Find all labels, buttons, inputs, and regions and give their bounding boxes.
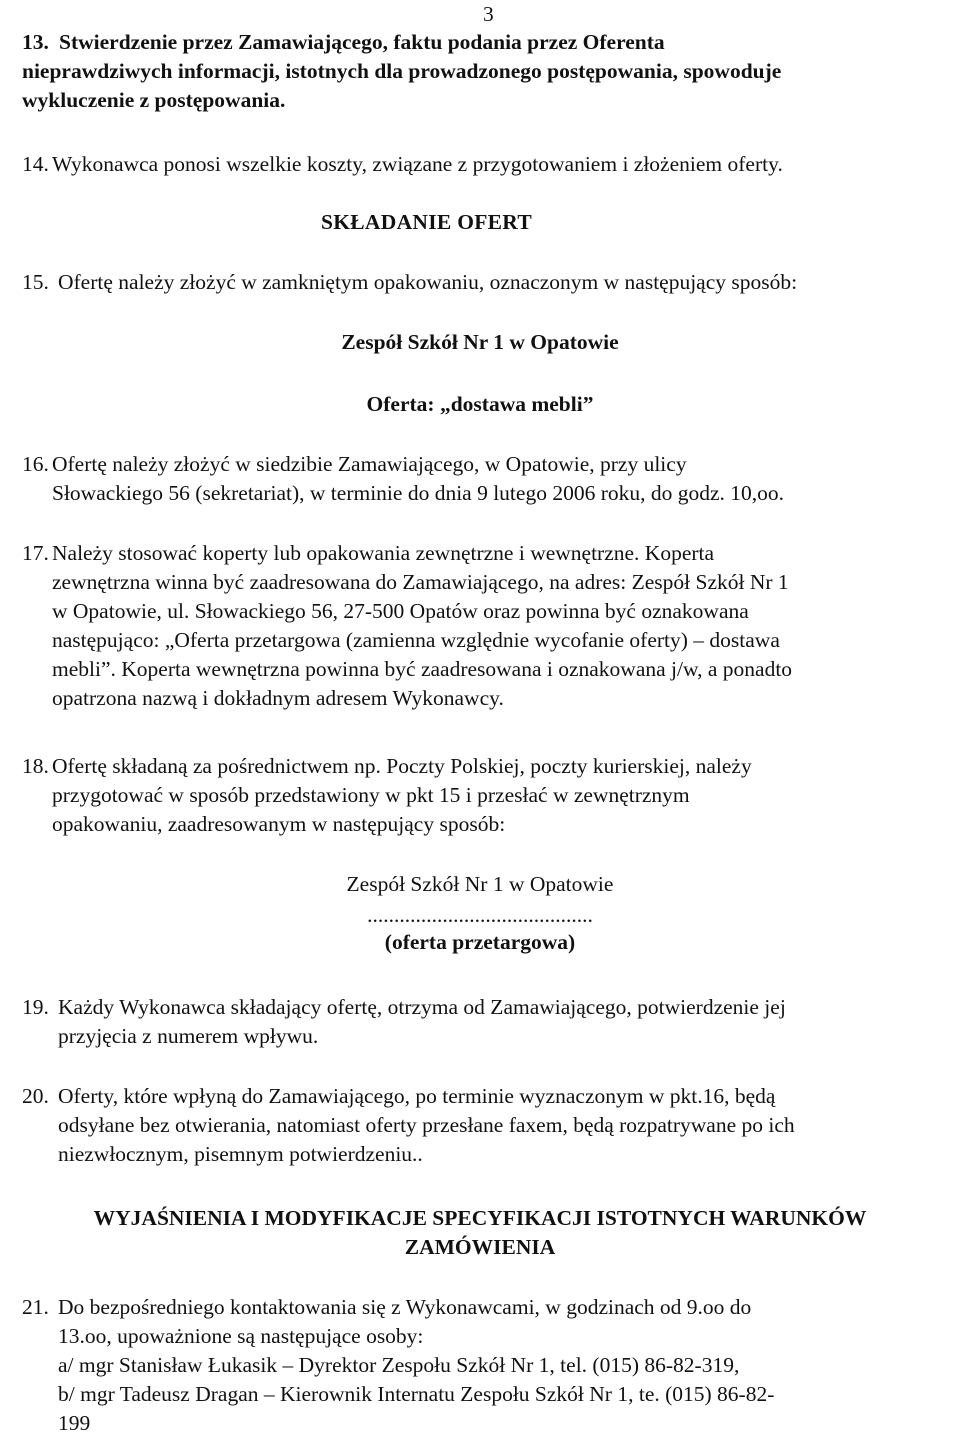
item-21-contact-b-cont: 199: [58, 1411, 91, 1435]
item-18-line-1: Ofertę składaną za pośrednictwem np. Poczty Polskiej, poczty kurierskiej, należy: [52, 754, 752, 778]
envelope-label-offer: Oferta: „dostawa mebli”: [366, 392, 594, 416]
item-17-line-1: Należy stosować koperty lub opakowania zewnętrzne i wewnętrzne. Koperta: [52, 541, 715, 565]
item-15-line-1: Ofertę należy złożyć w zamkniętym opakowaniu, oznaczonym w następujący sposób:: [58, 270, 798, 294]
item-17-line-4: następująco: „Oferta przetargowa (zamienna względnie wycofanie oferty) – dostawa: [52, 628, 780, 652]
item-20-line-1: Oferty, które wpłyną do Zamawiającego, po terminie wyznaczonym w pkt.16, będą: [58, 1084, 776, 1108]
item-19-number: 19.: [22, 995, 49, 1019]
item-20-number: 20.: [22, 1084, 49, 1108]
item-17-line-2: zewnętrzna winna być zaadresowana do Zamawiającego, na adres: Zespół Szkół Nr 1: [52, 570, 789, 594]
item-13-line-3: wykluczenie z postępowania.: [22, 88, 286, 112]
item-14-number: 14.: [22, 152, 49, 176]
item-17-line-3: w Opatowie, ul. Słowackiego 56, 27-500 Opatów oraz powinna być oznakowana: [52, 599, 749, 623]
item-17-number: 17.: [22, 541, 49, 565]
address-school: Zespół Szkół Nr 1 w Opatowie: [346, 872, 614, 896]
item-16-number: 16.: [22, 452, 49, 476]
item-21-line-1: Do bezpośredniego kontaktowania się z Wykonawcami, w godzinach od 9.oo do: [58, 1295, 752, 1319]
section-heading-wyjasnienia-line-1: WYJAŚNIENIA I MODYFIKACJE SPECYFIKACJI ISTOTNYCH WARUNKÓW: [93, 1206, 867, 1230]
item-21-number: 21.: [22, 1295, 49, 1319]
item-13-number: 13.: [22, 30, 49, 54]
section-heading-wyjasnienia-line-2: ZAMÓWIENIA: [404, 1235, 556, 1259]
item-18-line-2: przygotować w sposób przedstawiony w pkt 15 i przesłać w zewnętrznym: [52, 783, 690, 807]
item-19-line-1: Każdy Wykonawca składający ofertę, otrzyma od Zamawiającego, potwierdzenie jej: [58, 995, 786, 1019]
item-18-number: 18.: [22, 754, 49, 778]
item-18-line-3: opakowaniu, zaadresowanym w następujący sposób:: [52, 812, 506, 836]
item-21-contact-a: a/ mgr Stanisław Łukasik – Dyrektor Zespołu Szkół Nr 1, tel. (015) 86-82-319,: [58, 1353, 740, 1377]
item-17-line-5: mebli”. Koperta wewnętrzna powinna być zaadresowana i oznakowana j/w, a ponadto: [52, 657, 793, 681]
item-19-line-2: przyjęcia z numerem wpływu.: [58, 1024, 319, 1048]
item-14-line-1: Wykonawca ponosi wszelkie koszty, związane z przygotowaniem i złożeniem oferty.: [52, 152, 783, 176]
item-20-line-2: odsyłane bez otwierania, natomiast oferty przesłane faxem, będą rozpatrywane po ich: [58, 1113, 795, 1137]
item-21-line-2: 13.oo, upoważnione są następujące osoby:: [58, 1324, 424, 1348]
item-21-contact-b: b/ mgr Tadeusz Dragan – Kierownik Internatu Zespołu Szkół Nr 1, te. (015) 86-82-: [58, 1382, 775, 1406]
page-number: 3: [483, 2, 494, 26]
address-tender: (oferta przetargowa): [384, 930, 576, 954]
item-15-number: 15.: [22, 270, 49, 294]
address-dots: ..........................................: [367, 903, 593, 927]
item-20-line-3: niezwłocznym, pisemnym potwierdzeniu..: [58, 1142, 423, 1166]
section-heading-skladanie-ofert: SKŁADANIE OFERT: [321, 210, 533, 234]
item-17-line-6: opatrzona nazwą i dokładnym adresem Wykonawcy.: [52, 686, 504, 710]
envelope-label-school: Zespół Szkół Nr 1 w Opatowie: [341, 330, 619, 354]
item-16-line-2: Słowackiego 56 (sekretariat), w terminie do dnia 9 lutego 2006 roku, do godz. 10,oo.: [52, 481, 785, 505]
item-16-line-1: Ofertę należy złożyć w siedzibie Zamawiającego, w Opatowie, przy ulicy: [52, 452, 687, 476]
item-13-line-1: Stwierdzenie przez Zamawiającego, faktu podania przez Oferenta: [59, 30, 665, 54]
item-13-line-2: nieprawdziwych informacji, istotnych dla prowadzonego postępowania, spowoduje: [22, 59, 782, 83]
